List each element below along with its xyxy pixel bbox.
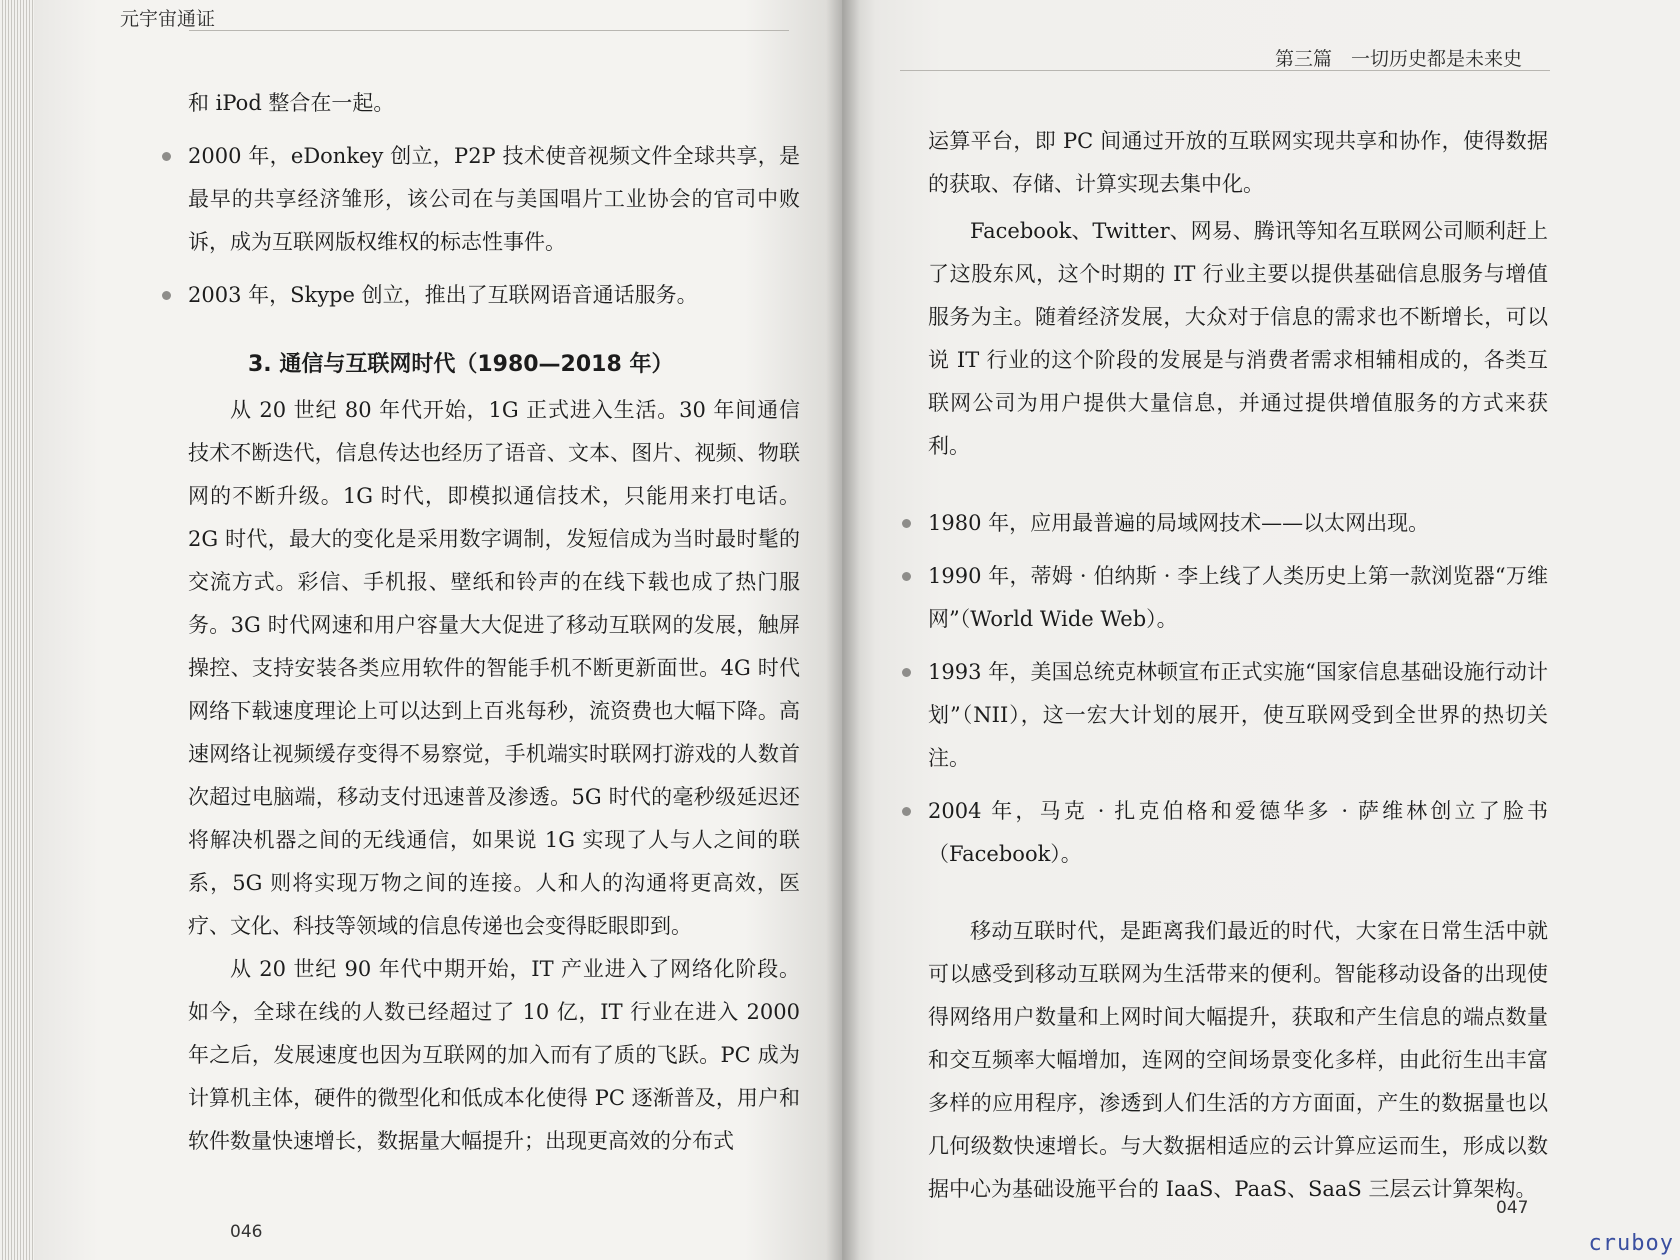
body-paragraph: 从 20 世纪 80 年代开始，1G 正式进入生活。30 年间通信技术不断迭代，信息传达也经历了语音、文本、图片、视频、物联网的不断升级。1G 时代，即模拟通信技术，只能用来打电话。2G 时代，最大的变化是采用数字调制，发短信成为当时最时髦的交流方式。彩信、手机报、壁纸和铃声的在线下载也成了热门服务。3G 时代网速和用户容量大大促进了移动互联网的发展，触屏操控、支持安装各类应用软件的智能手机不断更新面世。4G 时代网络下载速度理论上可以达到上百兆每秒，流资费也大幅下降。高速网络让视频缓存变得不易察觉，手机端实时联网打游戏的人数首次超过电脑端，移动支付迅速普及渗透。5G 时代的毫秒级延迟还将解决机器之间的无线通信，如果说 1G 实现了人与人之间的联系，5G 则将实现万物之间的连接。人和人的沟通将更高效，医疗、文化、科技等领域的信息传递也会变得眨眼即到。 bbox=[188, 398, 800, 938]
section-heading: 3. 通信与互联网时代（1980—2018 年） bbox=[248, 352, 674, 377]
page-number-left: 046 bbox=[230, 1222, 263, 1242]
page-edges bbox=[0, 0, 34, 1260]
list-item: 2000 年，eDonkey 创立，P2P 技术使音视频文件全球共享，是最早的共享经济雏形，该公司在与美国唱片工业协会的官司中败诉，成为互联网版权维权的标志性事件。 bbox=[188, 135, 800, 264]
list-item: 1980 年，应用最普遍的局域网技术——以太网出现。 bbox=[928, 502, 1548, 545]
body-paragraph: 运算平台，即 PC 间通过开放的互联网实现共享和协作，使得数据的获取、存储、计算实现去集中化。 bbox=[928, 129, 1548, 196]
body-paragraph: 移动互联时代，是距离我们最近的时代，大家在日常生活中就可以感受到移动互联网为生活带来的便利。智能移动设备的出现使得网络用户数量和上网时间大幅提升，获取和产生信息的端点数量和交互频率大幅增加，连网的空间场景变化多样，由此衍生出丰富多样的应用程序，渗透到人们生活的方方面面，产生的数据量也以几何级数快速增长。与大数据相适应的云计算应运而生，形成以数据中心为基础设施平台的 IaaS、PaaS、SaaS 三层云计算架构。 bbox=[928, 919, 1548, 1201]
list-item: 2004 年，马克 · 扎克伯格和爱德华多 · 萨维林创立了脸书（Facebook）。 bbox=[928, 790, 1548, 876]
body-paragraph: Facebook、Twitter、网易、腾讯等知名互联网公司顺利赶上了这股东风，这个时期的 IT 行业主要以提供基础信息服务与增值服务为主。随着经济发展，大众对于信息的需求也不断增长，可以说 IT 行业的这个阶段的发展是与消费者需求相辅相成的，各类互联网公司为用户提供大量信息，并通过提供增值服务的方式来获利。 bbox=[928, 219, 1548, 458]
running-head-left: 元宇宙通证 bbox=[120, 8, 216, 30]
left-text-column bbox=[188, 82, 800, 1163]
list-item: 1993 年，美国总统克林顿宣布正式实施“国家信息基础设施行动计划”（NII），这一宏大计划的展开，使互联网受到全世界的热切关注。 bbox=[928, 651, 1548, 780]
bullet-list bbox=[188, 135, 800, 317]
watermark: cruboy bbox=[1588, 1231, 1674, 1256]
list-item: 1990 年，蒂姆 · 伯纳斯 · 李上线了人类历史上第一款浏览器“万维网”（World Wide Web）。 bbox=[928, 555, 1548, 641]
page-number-right: 047 bbox=[1496, 1198, 1529, 1218]
opening-line: 和 iPod 整合在一起。 bbox=[188, 91, 395, 115]
body-paragraph: 从 20 世纪 90 年代中期开始，IT 产业进入了网络化阶段。如今，全球在线的人数已经超过了 10 亿，IT 行业在进入 2000 年之后，发展速度也因为互联网的加入而有了质的飞跃。PC 成为计算机主体，硬件的微型化和低成本化使得 PC 逐渐普及，用户和软件数量快速增长，数据量大幅提升；出现更高效的分布式 bbox=[188, 957, 800, 1153]
right-text-column bbox=[928, 120, 1548, 1211]
bullet-list bbox=[928, 502, 1548, 876]
running-head-rule bbox=[189, 30, 789, 31]
list-item: 2003 年，Skype 创立，推出了互联网语音通话服务。 bbox=[188, 274, 800, 317]
book-gutter bbox=[826, 0, 860, 1260]
running-head-right: 第三篇 一切历史都是未来史 bbox=[1274, 48, 1522, 70]
